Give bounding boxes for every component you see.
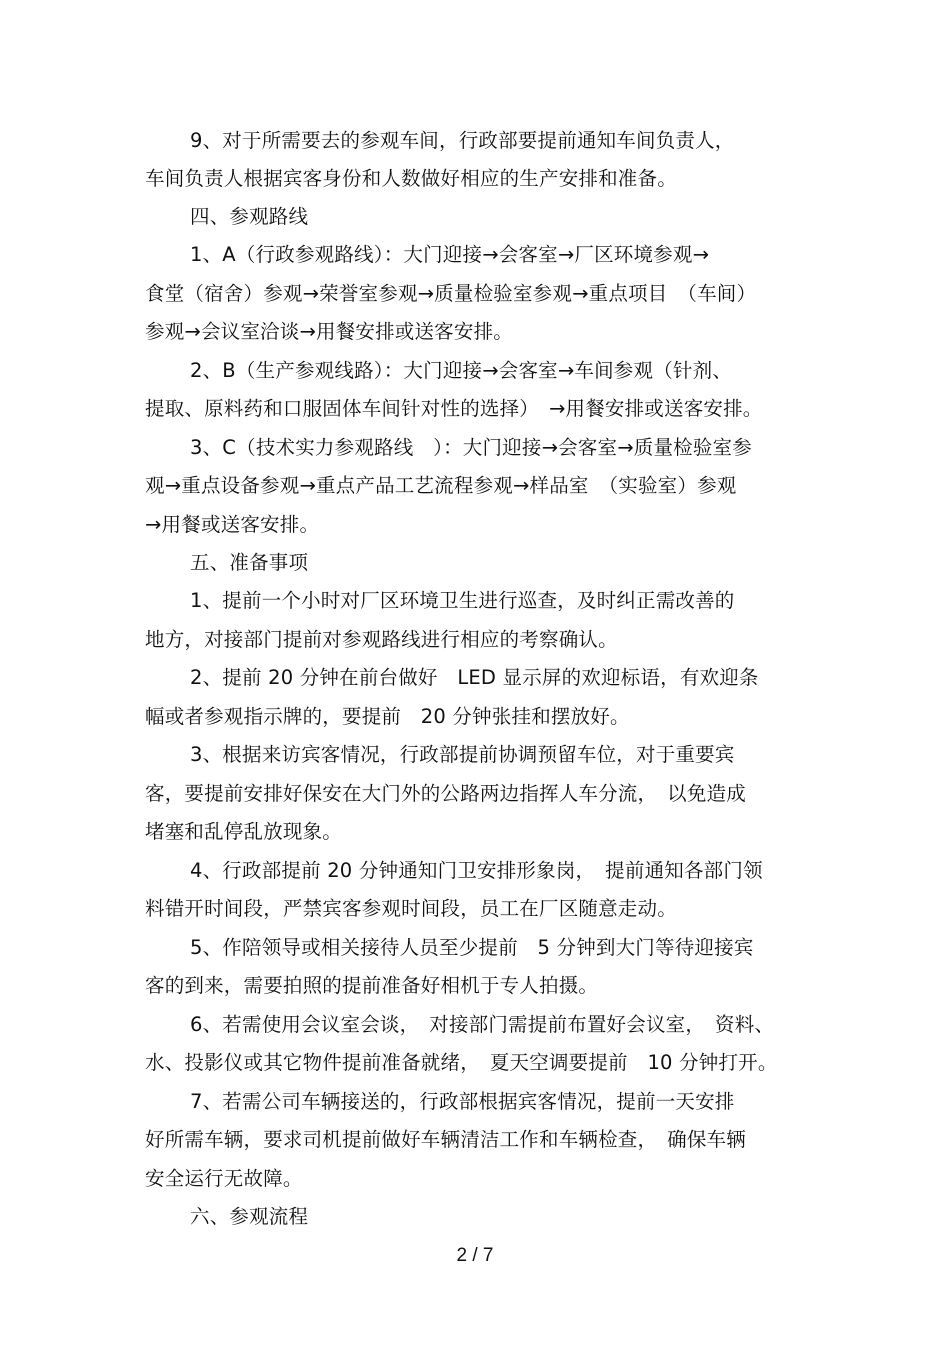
text-line: 2、提前 20 分钟在前台做好 LED 显示屏的欢迎标语，有欢迎条 — [190, 666, 759, 689]
text-line: 4、行政部提前 20 分钟通知门卫安排形象岗， 提前通知各部门领 — [190, 859, 763, 882]
text-line: 提取、原料药和口服固体车间针对性的选择） →用餐安排或送客安排。 — [145, 397, 763, 420]
section-heading: 六、参观流程 — [190, 1205, 309, 1228]
text-line: 7、若需公司车辆接送的，行政部根据宾客情况，提前一天安排 — [190, 1090, 735, 1113]
text-line: 2、B（生产参观线路）：大门迎接→会客室→车间参观（针剂、 — [190, 359, 733, 382]
text-line: 水、投影仪或其它物件提前准备就绪， 夏天空调要提前 10 分钟打开。 — [145, 1051, 778, 1074]
text-line: 幅或者参观指示牌的，要提前 20 分钟张挂和摆放好。 — [145, 705, 630, 728]
text-line: 观→重点设备参观→重点产品工艺流程参观→样品室 （实验室）参观 — [145, 474, 737, 497]
text-line: 3、C（技术实力参观路线 ）：大门迎接→会客室→质量检验室参 — [190, 436, 752, 459]
text-line: 9、对于所需要去的参观车间，行政部要提前通知车间负责人， — [190, 129, 735, 152]
text-line: 料错开时间段，严禁宾客参观时间段，员工在厂区随意走动。 — [145, 897, 677, 920]
text-line: 好所需车辆，要求司机提前做好车辆清洁工作和车辆检查， 确保车辆 — [145, 1128, 746, 1151]
text-line: 堵塞和乱停乱放现象。 — [145, 820, 343, 843]
text-line: 1、A（行政参观路线）：大门迎接→会客室→厂区环境参观→ — [190, 243, 710, 266]
section-heading: 五、准备事项 — [190, 551, 309, 574]
text-line: 客，要提前安排好保安在大门外的公路两边指挥人车分流， 以免造成 — [145, 782, 746, 805]
page-number: 2 / 7 — [456, 1245, 494, 1266]
text-line: 车间负责人根据宾客身份和人数做好相应的生产安排和准备。 — [145, 167, 677, 190]
section-heading: 四、参观路线 — [190, 205, 309, 228]
text-line: 食堂（宿舍）参观→荣誉室参观→质量检验室参观→重点项目 （车间） — [145, 282, 757, 305]
text-line: 地方，对接部门提前对参观路线进行相应的考察确认。 — [145, 628, 618, 651]
text-line: 客的到来，需要拍照的提前准备好相机于专人拍摄。 — [145, 974, 599, 997]
text-line: 5、作陪领导或相关接待人员至少提前 5 分钟到大门等待迎接宾 — [190, 936, 754, 959]
text-line: 6、若需使用会议室会谈， 对接部门需提前布置好会议室， 资料、 — [190, 1013, 775, 1036]
text-line: →用餐或送客安排。 — [145, 513, 320, 536]
text-line: 参观→会议室洽谈→用餐安排或送客安排。 — [145, 320, 513, 343]
text-line: 1、提前一个小时对厂区环境卫生进行巡查，及时纠正需改善的 — [190, 589, 735, 612]
text-line: 3、根据来访宾客情况，行政部提前协调预留车位，对于重要宾 — [190, 743, 735, 766]
text-line: 安全运行无故障。 — [145, 1167, 303, 1190]
